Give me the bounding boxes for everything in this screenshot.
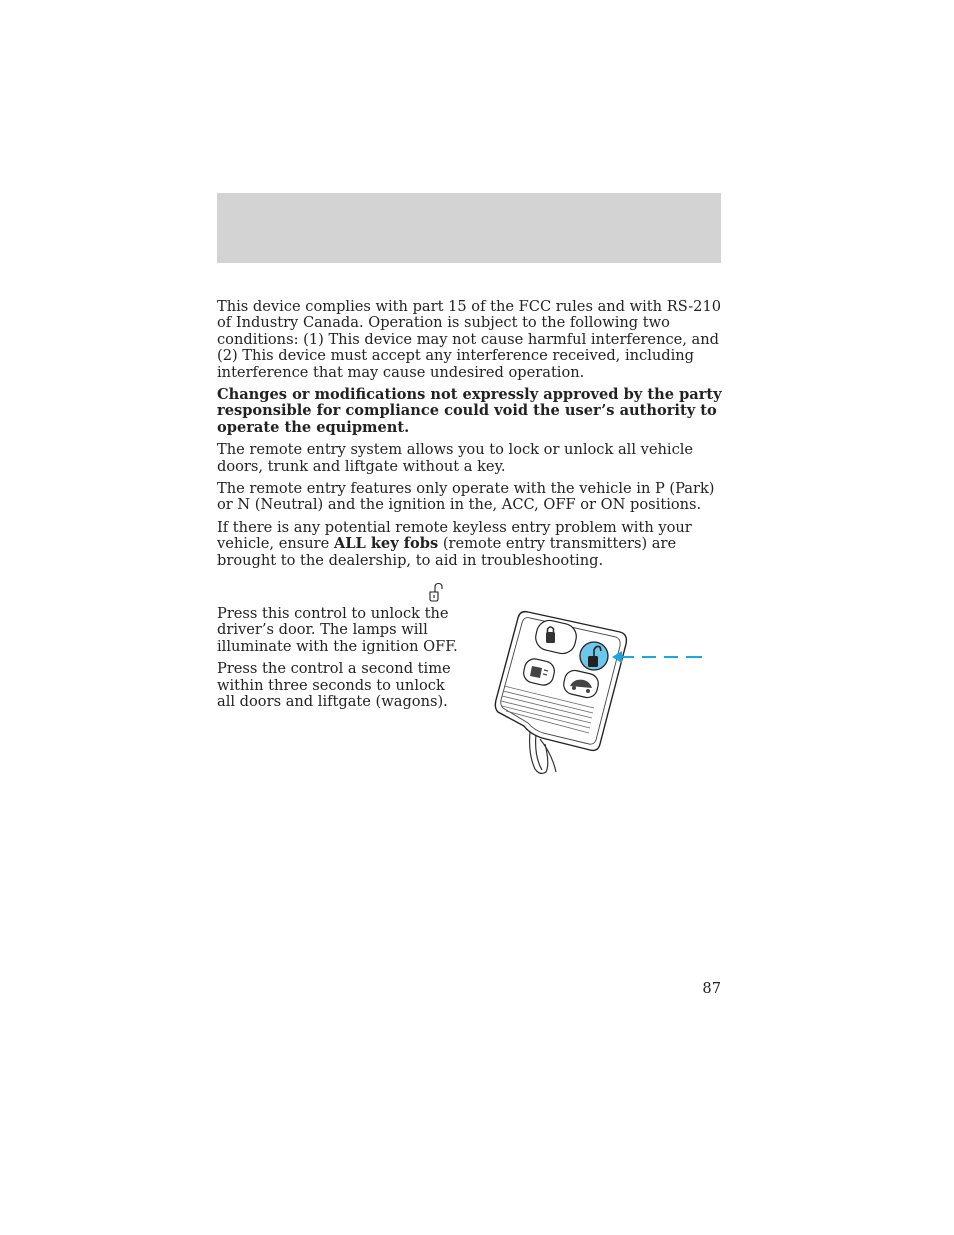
unlock-press-once: Press this control to unlock the driver’s door. The lamps will illuminate with the ignition OFF. [217,605,458,655]
problem-paragraph [217,520,723,569]
header-band [217,193,721,263]
remote-entry-paragraph: The remote entry system allows you to lock or unlock all vehicle doors, trunk and liftgate without a key. [217,441,694,475]
fcc-paragraph: This device complies with part 15 of the FCC rules and with RS-210 of Industry Canada. Operation is subject to the following two conditions: (1) This device may not cause harmful interference, and (2) This device must accept any interference received, including interference that may cause undesired operation. [217,298,722,381]
problem-text-start: If there is any potential remote keyless entry problem with your vehicle, ensure [217,518,692,553]
page-number: 87 [702,980,721,997]
unlock-press-twice: Press the control a second time within three seconds to unlock all doors and liftgate (wagons). [217,660,451,711]
problem-text-bold: ALL key fobs [333,535,439,553]
main-content [217,299,723,575]
warning-paragraph: Changes or modifications not expressly approved by the party responsible for compliance could void the user’s authority to operate the equipment. [217,386,722,436]
operate-paragraph: The remote entry features only operate with the vehicle in P (Park) or N (Neutral) and the ignition in the, ACC, OFF or ON positions. [217,480,715,514]
problem-text-end: (remote entry transmitters) are brought to the dealership, to aid in troubleshooting. [217,535,677,569]
key-fob-illustration [490,604,710,779]
unlock-instructions [217,606,462,716]
unlock-icon [427,582,445,602]
